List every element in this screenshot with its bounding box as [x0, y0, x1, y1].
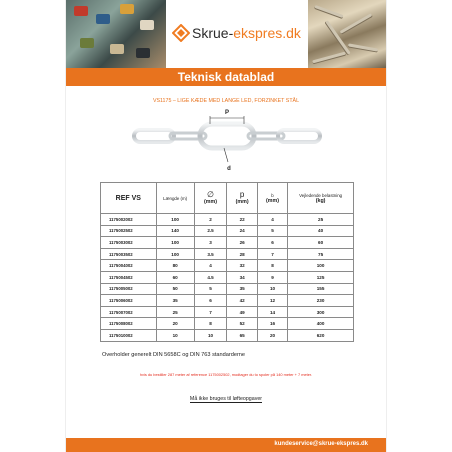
- chain-link: [200, 124, 254, 148]
- table-cell: 65: [227, 329, 257, 341]
- photo-detail: [96, 14, 110, 24]
- col-length: [156, 183, 194, 214]
- col-ref: [101, 183, 157, 214]
- datasheet-page: [66, 0, 386, 452]
- table-cell: 3: [194, 237, 227, 249]
- table-cell: 1175008002: [101, 318, 157, 330]
- table-cell: 12: [257, 295, 287, 307]
- warning-note: [102, 396, 350, 403]
- col-load: [288, 183, 354, 214]
- col-ref-label: REF VS: [115, 194, 141, 202]
- col-pitch: [227, 183, 257, 214]
- table-row: [101, 283, 354, 295]
- chain-link: [134, 130, 174, 142]
- product-title: VS1175 – LIGE KÆDE MED LANGE LED, FORZINKET STÅL: [152, 98, 300, 104]
- table-cell: 4.5: [194, 271, 227, 283]
- table-cell: 50: [156, 283, 194, 295]
- table-cell: 26: [227, 237, 257, 249]
- table-cell: 60: [288, 237, 354, 249]
- pitch-label: P: [224, 110, 230, 116]
- col-width-symbol: b: [271, 192, 274, 198]
- table-cell: 16: [257, 318, 287, 330]
- table-cell: 10: [156, 329, 194, 341]
- table-row: [101, 225, 354, 237]
- diameter-icon: ∅: [207, 190, 215, 199]
- table-row: [101, 271, 354, 283]
- photo-detail: [325, 20, 350, 54]
- photo-detail: [340, 13, 373, 34]
- table-cell: 125: [288, 271, 354, 283]
- table-cell: 10: [257, 283, 287, 295]
- table-cell: 9: [257, 271, 287, 283]
- table-cell: 42: [227, 295, 257, 307]
- footer-email[interactable]: kundeservice@skrue-ekspres.dk: [274, 441, 368, 447]
- table-row: [101, 329, 354, 341]
- spec-table: [100, 182, 354, 342]
- table-body: [101, 214, 354, 342]
- table-cell: 10: [194, 329, 227, 341]
- table-row: [101, 248, 354, 260]
- logo: [166, 0, 308, 68]
- table-cell: 1175002002: [101, 214, 157, 226]
- table-cell: 34: [227, 271, 257, 283]
- table-cell: 20: [156, 318, 194, 330]
- col-pitch-unit: (mm): [235, 199, 249, 205]
- col-load-unit: (kg): [315, 197, 326, 204]
- table-cell: 140: [156, 225, 194, 237]
- col-width-unit: (mm): [266, 197, 279, 204]
- chain-diagram: [132, 108, 322, 178]
- table-cell: 5: [194, 283, 227, 295]
- tools-photo: [66, 0, 166, 68]
- logo-text: [192, 25, 301, 41]
- logo-icon: [172, 24, 190, 42]
- table-cell: 400: [288, 318, 354, 330]
- table-cell: 230: [288, 295, 354, 307]
- table-row: [101, 318, 354, 330]
- col-diameter: [194, 183, 227, 214]
- col-length-label: Længde (m): [163, 195, 188, 201]
- photo-detail: [80, 38, 94, 48]
- table-cell: 6: [194, 295, 227, 307]
- table-cell: 49: [227, 306, 257, 318]
- table-row: [101, 214, 354, 226]
- table-cell: 8: [194, 318, 227, 330]
- table-cell: 4: [257, 214, 287, 226]
- table-cell: 1175010002: [101, 329, 157, 341]
- table-header-row: [101, 183, 354, 214]
- table-cell: 1175002502: [101, 225, 157, 237]
- photo-detail: [348, 43, 378, 51]
- table-cell: 1175006002: [101, 295, 157, 307]
- table-cell: 14: [257, 306, 287, 318]
- photo-detail: [110, 44, 124, 54]
- col-load-label: Vejledende belastning: [299, 192, 343, 198]
- table-cell: 1175003502: [101, 248, 157, 260]
- table-cell: 155: [288, 283, 354, 295]
- table-cell: 2.5: [194, 225, 227, 237]
- table-cell: 25: [288, 214, 354, 226]
- table-cell: 40: [288, 225, 354, 237]
- diameter-label: d: [227, 166, 231, 172]
- table-cell: 22: [227, 214, 257, 226]
- table-row: [101, 306, 354, 318]
- table-cell: 100: [156, 248, 194, 260]
- table-cell: 1175005002: [101, 283, 157, 295]
- table-row: [101, 237, 354, 249]
- table-cell: 20: [257, 329, 287, 341]
- table-cell: 7: [257, 248, 287, 260]
- table-cell: 7: [194, 306, 227, 318]
- table-cell: 300: [288, 306, 354, 318]
- logo-name-prefix: Skrue-: [192, 25, 234, 41]
- table-cell: 24: [227, 225, 257, 237]
- table-cell: 3.5: [194, 248, 227, 260]
- table-cell: 75: [288, 248, 354, 260]
- table-cell: 1175004002: [101, 260, 157, 272]
- photo-detail: [140, 20, 154, 30]
- col-width: [257, 183, 287, 214]
- table-cell: 52: [227, 318, 257, 330]
- order-note: hvis du bestiller 287 meter af reference 1175002502, modtager du to spoler på 140 meter + 7 meter.: [139, 372, 313, 377]
- col-pitch-symbol: p: [239, 190, 245, 199]
- table-cell: 32: [227, 260, 257, 272]
- table-cell: 1175004502: [101, 271, 157, 283]
- table-cell: 28: [227, 248, 257, 260]
- table-cell: 620: [288, 329, 354, 341]
- screws-photo: [308, 0, 386, 68]
- photo-detail: [120, 4, 134, 14]
- warning-text: Må ikke bruges til løfteopgaver: [189, 396, 263, 402]
- table-cell: 1175003002: [101, 237, 157, 249]
- standards-note: Overholder generelt DIN 5658C og DIN 763 standarderne: [102, 352, 246, 358]
- table-cell: 2: [194, 214, 227, 226]
- col-diameter-unit: (mm): [204, 199, 217, 205]
- table-cell: 35: [227, 283, 257, 295]
- table-cell: 60: [156, 271, 194, 283]
- table-cell: 100: [156, 214, 194, 226]
- banner-title: Teknisk datablad: [177, 70, 275, 84]
- photo-detail: [136, 48, 150, 58]
- table-cell: 6: [257, 237, 287, 249]
- table-cell: 25: [156, 306, 194, 318]
- header: [66, 0, 386, 68]
- photo-detail: [74, 6, 88, 16]
- photo-detail: [312, 52, 346, 64]
- table-cell: 35: [156, 295, 194, 307]
- table-cell: 100: [156, 237, 194, 249]
- table-row: [101, 260, 354, 272]
- table-cell: 100: [288, 260, 354, 272]
- logo-name-accent: ekspres.dk: [233, 25, 301, 41]
- table-cell: 5: [257, 225, 287, 237]
- table-row: [101, 295, 354, 307]
- table-cell: 4: [194, 260, 227, 272]
- photo-detail: [314, 5, 343, 18]
- table-cell: 80: [156, 260, 194, 272]
- table-cell: 1175007002: [101, 306, 157, 318]
- table-cell: 8: [257, 260, 287, 272]
